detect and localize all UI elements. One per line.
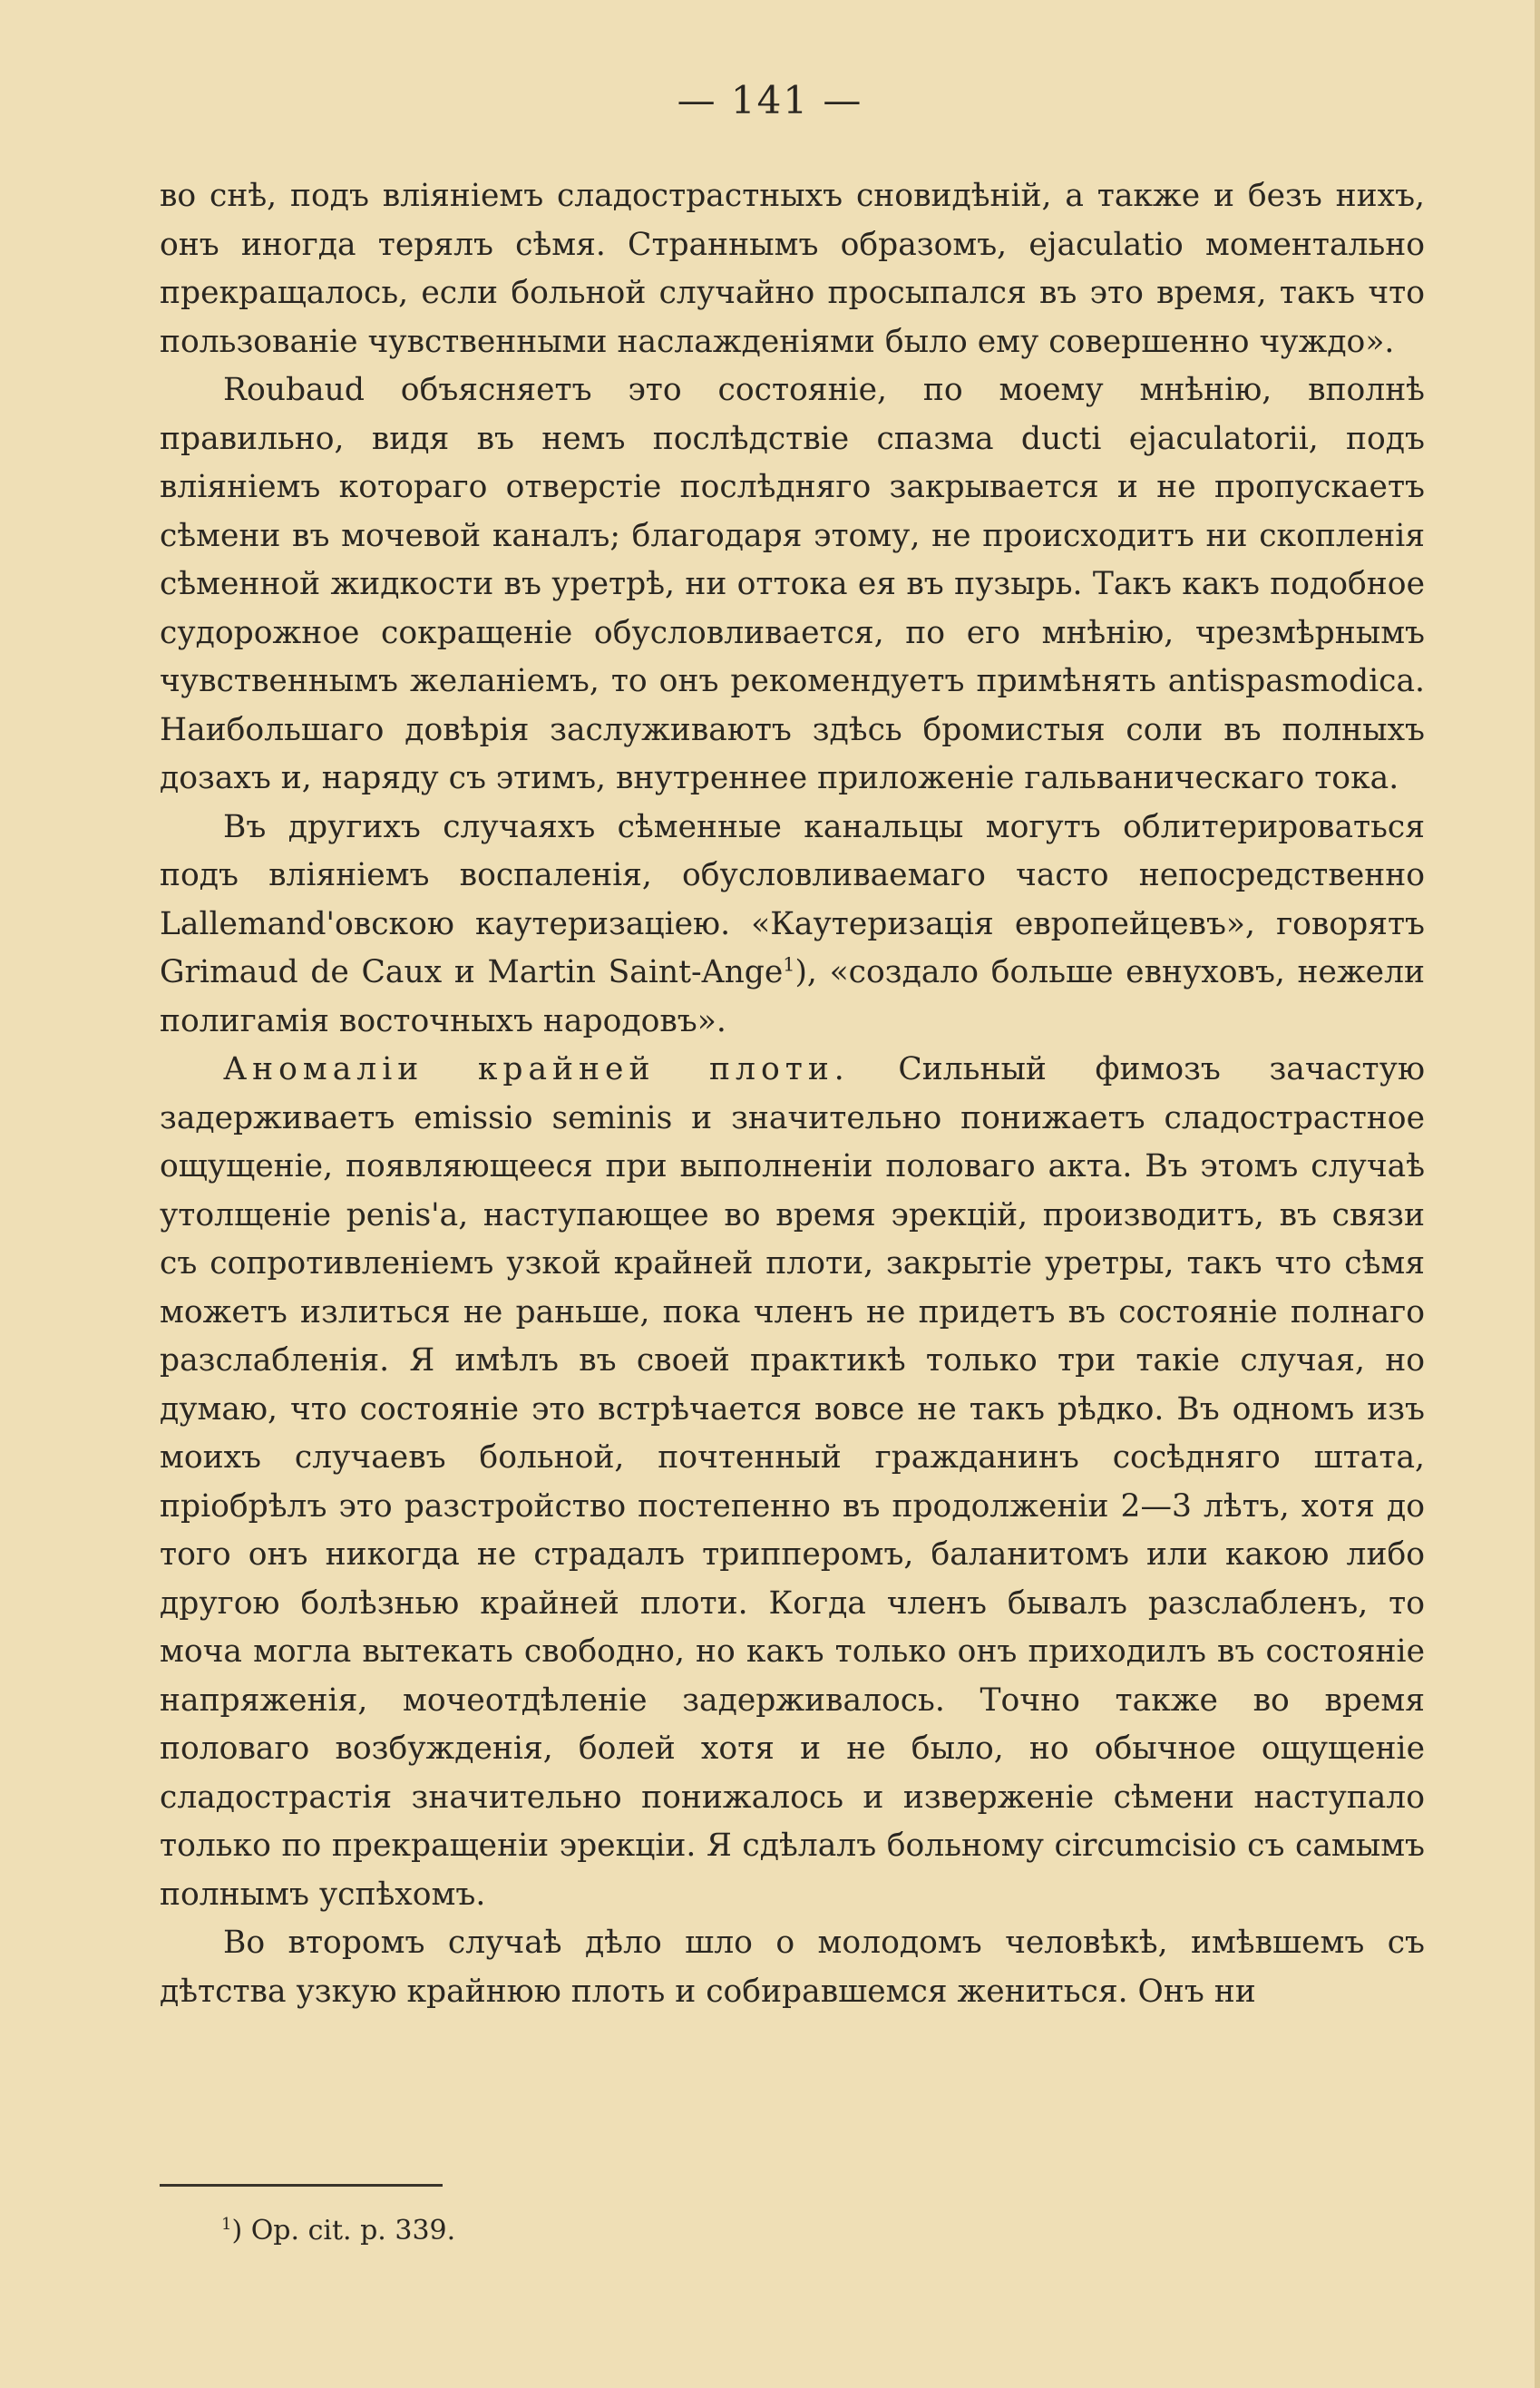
paragraph-foreskin-text: Сильный фимозъ зачастую задерживаетъ emissio seminis и значительно понижаетъ сладострастное ощущеніе, появляющееся при выполненіи половаго акта. Въ этомъ случаѣ утолщеніе penis'а, наступающее во время эрекцій, производитъ, въ связи съ сопротивленіемъ узкой крайней плоти, закрытіе уретры, такъ что сѣмя можетъ излиться не раньше, пока членъ не придетъ въ состояніе полнаго разслабленія. Я имѣлъ въ своей практикѣ только три такіе случая, но думаю, что состояніе это встрѣчается вовсе не такъ рѣдко. Въ одномъ изъ моихъ случаевъ больной, почтенный гражданинъ сосѣдняго штата, пріобрѣлъ это разстройство постепенно въ продолженіи 2—3 лѣтъ, хотя до того онъ никогда не страдалъ трипперомъ, баланитомъ или какою либо другою болѣзнью крайней плоти. Когда членъ бывалъ разслабленъ, то моча могла вытекать свободно, но какъ только онъ приходилъ въ состояніе напряженія, мочеотдѣленіе задерживалось. Точно также во время половаго возбужденія, болей хотя и не было, но обычное ощущеніе сладострастія значительно понижалось и изверженіе сѣмени наступало только по прекращеніи эрекціи. Я сдѣлалъ больному circumcisio съ самымъ полнымъ успѣхомъ. xyxy=(160,1051,1425,1913)
footnote-text: ) Op. cit. p. 339. xyxy=(231,2215,456,2247)
footnote-marker: 1 xyxy=(221,2215,232,2234)
paragraph-canals-text: Въ другихъ случаяхъ сѣменные канальцы могутъ облитерироваться подъ вліяніемъ воспаленія, обусловливаемаго часто непосредственно Lallemand'овскою каутеризаціею. «Каутеризація европейцевъ», говорятъ Grimaud de Caux и Martin Saint-Ange xyxy=(160,808,1425,990)
main-text xyxy=(160,172,1425,2016)
footnote-reference: 1 xyxy=(783,953,795,976)
section-heading: Аномаліи крайней плоти. xyxy=(223,1051,850,1087)
paragraph-second-case: Во второмъ случаѣ дѣло шло о молодомъ человѣкѣ, имѣвшемъ съ дѣтства узкую крайнюю плоть и собиравшемся жениться. Онъ ни xyxy=(160,1925,1425,2010)
paragraph-roubaud: Roubaud объясняетъ это состояніе, по моему мнѣнію, вполнѣ правильно, видя въ немъ послѣдствіе спазма ducti ejaculatorii, подъ вліяніемъ котораго отверстіе послѣдняго закрывается и не пропускаетъ сѣмени въ мочевой каналъ; благодаря этому, не происходитъ ни скопленія сѣменной жидкости въ уретрѣ, ни оттока ея въ пузырь. Такъ какъ подобное судорожное сокращеніе обусловливается, по его мнѣнію, чрезмѣрнымъ чувственнымъ желаніемъ, то онъ рекомендуетъ примѣнять antispasmodica. Наибольшаго довѣрія заслуживаютъ здѣсь бромистыя соли въ полныхъ дозахъ и, наряду съ этимъ, внутреннее приложеніе гальваническаго тока. xyxy=(160,372,1425,796)
footnote-divider xyxy=(160,2184,443,2187)
paragraph-canals xyxy=(160,804,1425,1047)
page-number: — 141 — xyxy=(677,78,863,122)
footnote xyxy=(221,2213,455,2249)
paragraph-foreskin xyxy=(160,1046,1425,1919)
paragraph-continuation: во снѣ, подъ вліяніемъ сладострастныхъ сновидѣній, а также и безъ нихъ, онъ иногда терялъ сѣмя. Страннымъ образомъ, ejaculatio моментально прекращалось, если больной случайно просыпался въ это время, такъ что пользованіе чувственными наслажденіями было ему совершенно чуждо». xyxy=(160,178,1425,360)
paragraph-canals-text-end: ), «создало больше евнуховъ, нежели полигамія восточныхъ народовъ». xyxy=(160,954,1426,1039)
